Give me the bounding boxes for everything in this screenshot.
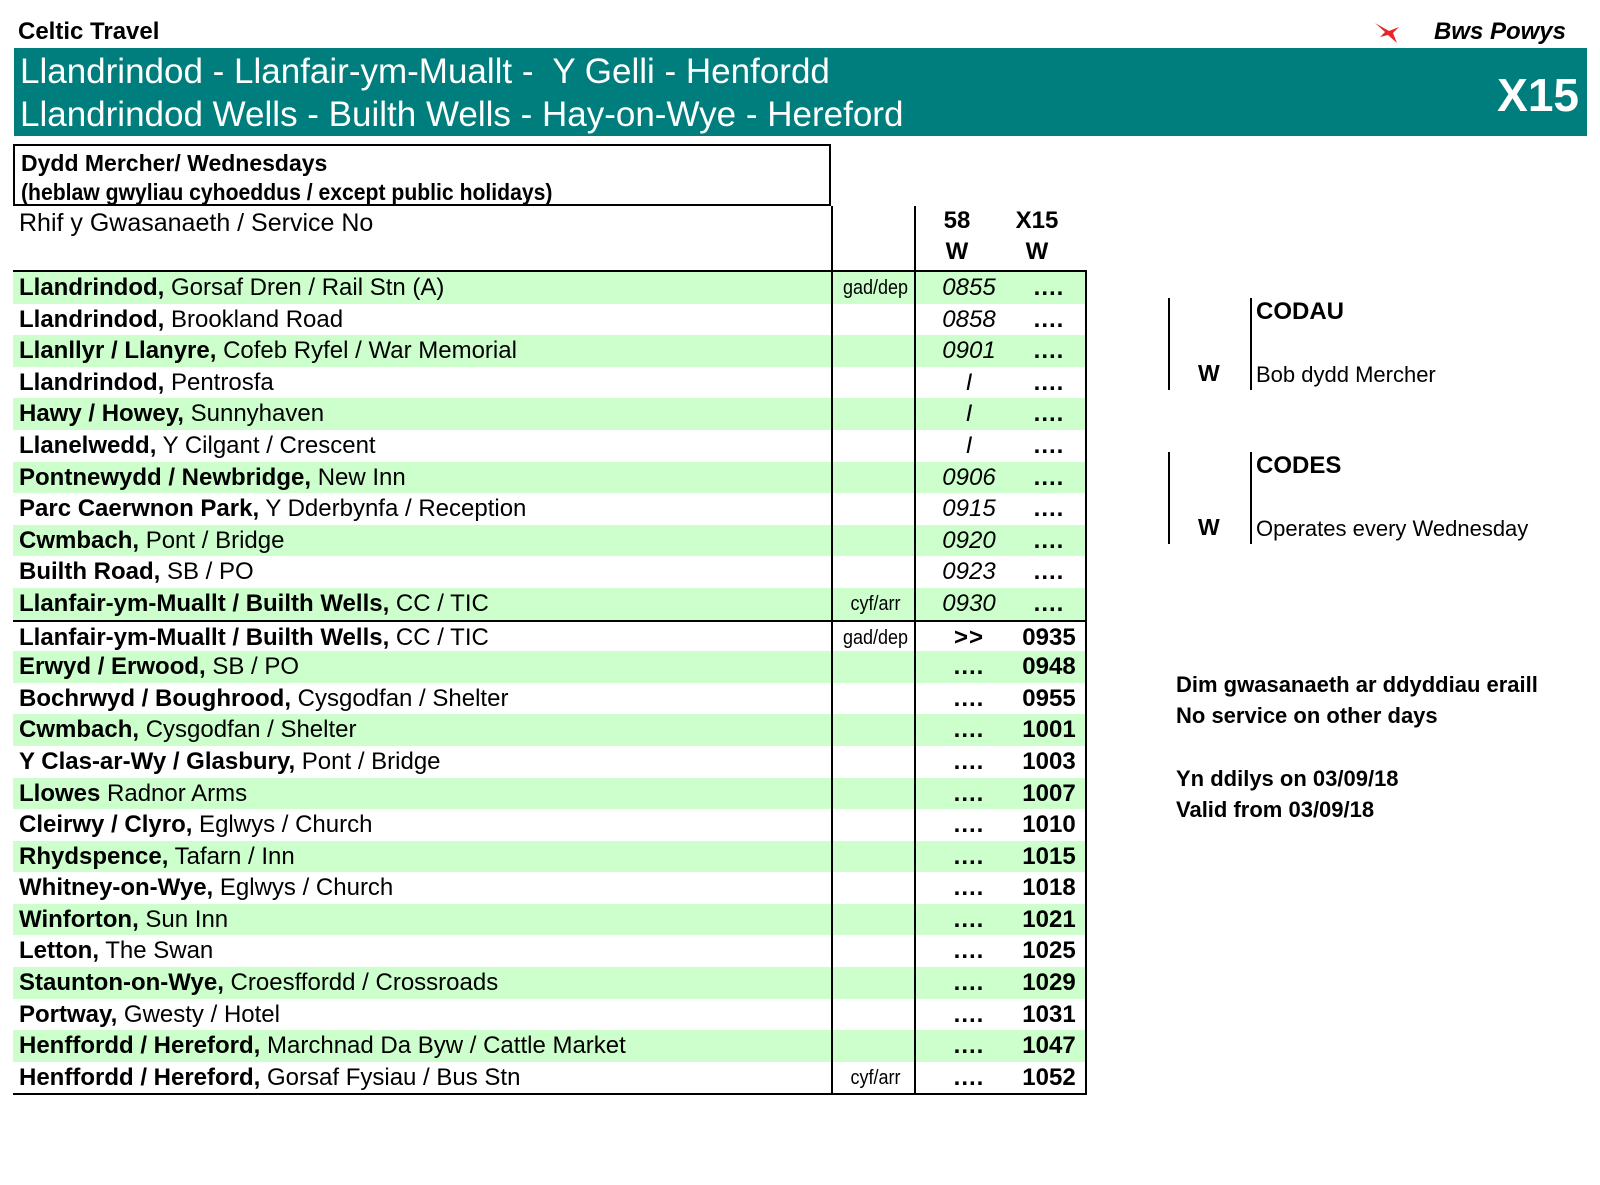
stop-location: CC / TIC	[389, 623, 489, 651]
stop-location: CC / TIC	[389, 589, 489, 617]
time-service-x15: 1047	[1022, 1032, 1076, 1060]
codes-title-english: CODES	[1256, 452, 1342, 479]
stop-town: Erwyd / Erwood,	[19, 653, 206, 681]
time-service-58: 0923	[942, 558, 996, 586]
exception-label: (heblaw gwyliau cyhoeddus / except public holidays)	[21, 179, 553, 205]
time-service-58: 0855	[942, 274, 996, 301]
stop-location: The Swan	[98, 937, 214, 965]
stop-town: Henffordd / Hereford,	[19, 1032, 261, 1060]
time-service-x15: 1018	[1022, 874, 1076, 902]
time-service-x15: 0955	[1022, 684, 1076, 712]
stop-name	[19, 590, 489, 618]
column-divider	[914, 272, 916, 1093]
header-divider	[914, 206, 916, 270]
service-x15-number: X15	[1015, 207, 1059, 234]
time-service-58: 0901	[942, 337, 996, 365]
stop-name	[19, 811, 372, 839]
time-service-58: 0915	[942, 495, 996, 523]
time-service-58: ....	[953, 1000, 985, 1028]
time-service-x15: ....	[1033, 463, 1065, 491]
stop-name	[19, 400, 324, 428]
time-service-58: 0906	[942, 463, 996, 491]
time-service-58: ....	[953, 937, 985, 965]
table-row	[13, 398, 1087, 430]
stop-location: Eglwys / Church	[213, 874, 394, 902]
table-row	[13, 493, 1087, 525]
stop-town: Parc Caerwnon Park,	[19, 495, 260, 523]
time-service-58: ....	[953, 716, 985, 744]
time-service-58: >>	[953, 623, 985, 651]
stop-location: Sun Inn	[138, 905, 229, 933]
stop-location: Pentrosfa	[164, 368, 274, 396]
time-service-58: ....	[953, 653, 985, 681]
time-service-x15: 1031	[1022, 1000, 1076, 1028]
time-service-58: I	[965, 431, 973, 459]
table-row	[13, 335, 1087, 367]
stop-location: Marchnad Da Byw / Cattle Market	[260, 1032, 626, 1060]
valid-from-note-english: Valid from 03/09/18	[1176, 797, 1375, 822]
stop-location: Pont / Bridge	[139, 526, 285, 554]
time-service-58: I	[965, 368, 973, 396]
time-service-x15: 1025	[1022, 937, 1076, 965]
stop-town: Whitney-on-Wye,	[19, 874, 214, 902]
day-label: Dydd Mercher/ Wednesdays	[21, 150, 328, 176]
time-service-x15: ....	[1033, 558, 1065, 586]
time-service-x15: 0935	[1022, 623, 1076, 651]
code-description-english: Operates every Wednesday	[1256, 516, 1529, 541]
time-service-58: ....	[953, 811, 985, 839]
red-kite-logo-icon	[1372, 20, 1402, 46]
stop-town: Llandrindod,	[19, 274, 165, 301]
time-service-58: 0920	[942, 526, 996, 554]
stop-location: Sunnyhaven	[183, 400, 325, 428]
stop-town: Cleirwy / Clyro,	[19, 811, 193, 839]
time-service-x15: ....	[1033, 305, 1065, 333]
time-service-58: ....	[953, 1063, 985, 1091]
stop-location: New Inn	[311, 463, 406, 491]
stop-town: Winforton,	[19, 905, 139, 933]
table-row	[13, 683, 1087, 715]
column-divider	[831, 272, 833, 1093]
stop-town: Staunton-on-Wye,	[19, 969, 224, 997]
route-title-english: Llandrindod Wells - Builth Wells - Hay-on-Wye - Hereford	[20, 95, 904, 134]
time-service-x15: ....	[1033, 526, 1065, 554]
service-58-code: W	[945, 238, 969, 265]
stop-town: Llanfair-ym-Muallt / Builth Wells,	[19, 589, 390, 617]
stop-location: Gorsaf Fysiau / Bus Stn	[260, 1063, 521, 1091]
time-service-58: ....	[953, 842, 985, 870]
arr-dep-marker: cyf/arr	[850, 1066, 901, 1089]
table-row	[13, 904, 1087, 936]
table-row	[13, 967, 1087, 999]
stop-town: Portway,	[19, 1000, 118, 1028]
table-row	[13, 430, 1087, 462]
table-row	[13, 1030, 1087, 1062]
arr-dep-marker: gad/dep	[842, 277, 909, 299]
stop-town: Llandrindod,	[19, 305, 165, 333]
time-service-x15: 1003	[1022, 747, 1076, 775]
table-row	[13, 525, 1087, 557]
operator-name: Celtic Travel	[18, 18, 160, 45]
stop-name	[19, 464, 406, 492]
code-key: W	[1198, 514, 1220, 540]
stop-location: Cysgodfan / Shelter	[139, 716, 357, 744]
time-service-58: ....	[953, 874, 985, 902]
stop-town: Builth Road,	[19, 558, 161, 586]
stop-location: SB / PO	[160, 558, 254, 586]
stop-name	[19, 495, 526, 523]
table-row	[13, 809, 1087, 841]
stop-location: Brookland Road	[164, 305, 344, 333]
stop-name	[19, 274, 444, 302]
stop-name	[19, 780, 247, 808]
stop-town: Letton,	[19, 937, 99, 965]
table-row	[13, 462, 1087, 494]
time-service-x15: 0948	[1022, 653, 1076, 681]
no-service-note-english: No service on other days	[1176, 703, 1438, 728]
stop-name	[19, 624, 489, 652]
code-key: W	[1198, 360, 1220, 386]
time-service-58: 0930	[942, 589, 996, 617]
table-row	[13, 935, 1087, 967]
stop-location: Y Cilgant / Crescent	[156, 431, 376, 459]
stop-name	[19, 432, 376, 460]
codes-title-welsh: CODAU	[1256, 298, 1344, 325]
time-service-x15: ....	[1033, 274, 1065, 301]
time-service-x15: ....	[1033, 368, 1065, 396]
no-service-note-welsh: Dim gwasanaeth ar ddyddiau eraill	[1176, 672, 1538, 697]
legend-divider	[1250, 452, 1252, 544]
stop-town: Bochrwyd / Boughrood,	[19, 684, 291, 712]
table-row	[13, 367, 1087, 399]
legend-divider	[1168, 452, 1170, 544]
time-service-58: ....	[953, 905, 985, 933]
time-service-x15: 1001	[1022, 716, 1076, 744]
stop-town: Cwmbach,	[19, 716, 140, 744]
stop-name	[19, 369, 274, 397]
stop-town: Llanelwedd,	[19, 431, 157, 459]
time-service-58: ....	[953, 779, 985, 807]
table-row	[13, 841, 1087, 873]
legend-divider	[1250, 298, 1252, 390]
table-row	[13, 588, 1087, 620]
stop-location: Cofeb Ryfel / War Memorial	[216, 337, 517, 365]
stop-name	[19, 748, 441, 776]
time-service-58: ....	[953, 747, 985, 775]
valid-from-note-welsh: Yn ddilys on 03/09/18	[1176, 766, 1399, 791]
time-service-x15: 1021	[1022, 905, 1076, 933]
table-row	[13, 999, 1087, 1031]
stop-name	[19, 653, 299, 681]
code-description-welsh: Bob dydd Mercher	[1256, 362, 1436, 387]
legend-divider	[1168, 298, 1170, 390]
stop-town: Llanfair-ym-Muallt / Builth Wells,	[19, 623, 390, 651]
time-service-58: ....	[953, 1032, 985, 1060]
stop-name	[19, 716, 356, 744]
stop-location: Gorsaf Dren / Rail Stn (A)	[164, 274, 445, 301]
stop-name	[19, 337, 517, 365]
time-service-58: ....	[953, 684, 985, 712]
stop-town: Hawy / Howey,	[19, 400, 184, 428]
stop-town: Cwmbach,	[19, 526, 140, 554]
stop-name	[19, 937, 213, 965]
stop-name	[19, 1032, 626, 1060]
service-x15-code: W	[1025, 238, 1049, 265]
table-row	[13, 651, 1087, 683]
stop-town: Henffordd / Hereford,	[19, 1063, 261, 1091]
day-box	[13, 144, 831, 206]
stop-town: Pontnewydd / Newbridge,	[19, 463, 312, 491]
brand-name: Bws Powys	[1433, 18, 1566, 45]
stop-name	[19, 969, 498, 997]
time-service-x15: ....	[1033, 431, 1065, 459]
service-58-number: 58	[943, 207, 971, 234]
stop-town: Y Clas-ar-Wy / Glasbury,	[19, 747, 296, 775]
stop-town: Llowes	[19, 779, 101, 807]
table-row	[13, 272, 1087, 304]
route-banner	[14, 48, 1587, 136]
timetable	[13, 270, 1087, 1095]
stop-location: Radnor Arms	[100, 779, 248, 807]
time-service-x15: 1007	[1022, 779, 1076, 807]
stop-name	[19, 843, 295, 871]
table-row	[13, 620, 1087, 652]
time-service-x15: ....	[1033, 400, 1065, 428]
arr-dep-marker: gad/dep	[842, 626, 909, 649]
stop-name	[19, 1001, 280, 1029]
stop-location: Tafarn / Inn	[168, 842, 295, 870]
route-title-welsh: Llandrindod - Llanfair-ym-Muallt - Y Gelli - Henfordd	[20, 52, 830, 91]
stop-location: SB / PO	[205, 653, 300, 681]
stop-name	[19, 906, 228, 934]
table-row	[13, 714, 1087, 746]
stop-location: Eglwys / Church	[192, 811, 373, 839]
table-row	[13, 304, 1087, 336]
stop-name	[19, 874, 393, 902]
stop-town: Llandrindod,	[19, 368, 165, 396]
table-row	[13, 746, 1087, 778]
table-right-border	[1085, 272, 1087, 1093]
time-service-x15: 1010	[1022, 811, 1076, 839]
table-row	[13, 872, 1087, 904]
table-row	[13, 556, 1087, 588]
time-service-x15: 1052	[1022, 1063, 1076, 1091]
time-service-x15: 1015	[1022, 842, 1076, 870]
time-service-x15: ....	[1033, 589, 1065, 617]
stop-location: Gwesty / Hotel	[117, 1000, 280, 1028]
stop-location: Cysgodfan / Shelter	[290, 684, 509, 712]
header-divider	[831, 206, 833, 270]
table-row	[13, 1062, 1087, 1094]
stop-location: Y Dderbynfa / Reception	[259, 495, 527, 523]
arr-dep-marker: cyf/arr	[850, 592, 901, 615]
service-number-label: Rhif y Gwasanaeth / Service No	[19, 209, 374, 237]
stop-town: Rhydspence,	[19, 842, 169, 870]
stop-name	[19, 527, 284, 555]
table-row	[13, 778, 1087, 810]
stop-name	[19, 685, 508, 713]
time-service-58: 0858	[942, 305, 996, 333]
route-number: X15	[1497, 69, 1579, 121]
time-service-x15: ....	[1033, 495, 1065, 523]
stop-location: Pont / Bridge	[295, 747, 441, 775]
time-service-x15: ....	[1033, 337, 1065, 365]
time-service-58: ....	[953, 969, 985, 997]
time-service-58: I	[965, 400, 973, 428]
stop-location: Croesffordd / Crossroads	[223, 969, 499, 997]
stop-name	[19, 306, 343, 334]
stop-name	[19, 1064, 520, 1092]
time-service-x15: 1029	[1022, 969, 1076, 997]
stop-name	[19, 558, 254, 586]
stop-town: Llanllyr / Llanyre,	[19, 337, 217, 365]
